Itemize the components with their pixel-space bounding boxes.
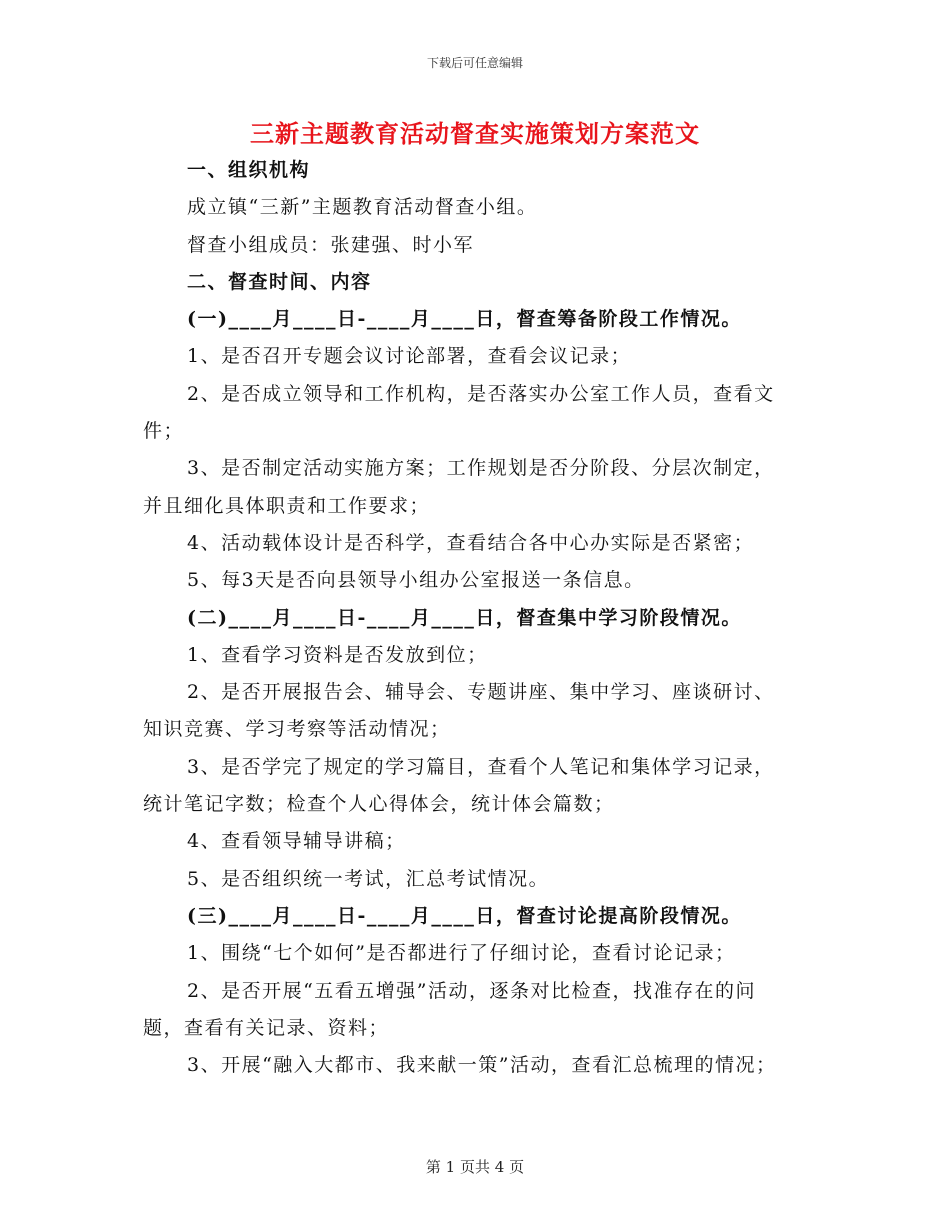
- section-heading-line: (三)____月____日-____月____日，督查讨论提高阶段情况。: [187, 904, 742, 927]
- paragraph-line: 成立镇“三新”主题教育活动督查小组。: [187, 196, 538, 219]
- paragraph-line: 知识竞赛、学习考察等活动情况；: [143, 718, 451, 741]
- paragraph-line: 统计笔记字数；检查个人心得体会，统计体会篇数；: [143, 793, 615, 816]
- paragraph-line: 3、开展“融入大都市、我来献一策”活动，查看汇总梳理的情况；: [187, 1054, 777, 1077]
- paragraph-line: 2、是否开展“五看五增强”活动，逐条对比检查，找准存在的问: [187, 979, 757, 1002]
- paragraph-line: 4、活动载体设计是否科学，查看结合各中心办实际是否紧密；: [187, 531, 755, 554]
- paragraph-line: 5、是否组织统一考试，汇总考试情况。: [187, 867, 550, 890]
- section-heading-line: 一、组织机构: [187, 159, 311, 181]
- section-heading-line: (二)____月____日-____月____日，督查集中学习阶段情况。: [187, 606, 742, 629]
- paragraph-line: 并且细化具体职责和工作要求；: [143, 494, 431, 517]
- section-heading-line: (一)____月____日-____月____日，督查筹备阶段工作情况。: [187, 308, 742, 331]
- paragraph-line: 题，查看有关记录、资料；: [143, 1016, 390, 1039]
- paragraph-line: 1、围绕“七个如何”是否都进行了仔细讨论，查看讨论记录；: [187, 942, 736, 965]
- paragraph-line: 3、是否学完了规定的学习篇目，查看个人笔记和集体学习记录，: [187, 755, 775, 778]
- paragraph-line: 2、是否开展报告会、辅导会、专题讲座、集中学习、座谈研讨、: [187, 681, 775, 704]
- paragraph-line: 1、是否召开专题会议讨论部署，查看会议记录；: [187, 345, 632, 368]
- paragraph-line: 5、每3天是否向县领导小组办公室报送一条信息。: [187, 569, 645, 592]
- paragraph-line: 1、查看学习资料是否发放到位；: [187, 643, 488, 666]
- section-heading-line: 二、督查时间、内容: [187, 270, 372, 293]
- paragraph-line: 件；: [143, 420, 185, 443]
- page-number-footer: 第 1 页共 4 页: [425, 1158, 525, 1176]
- paragraph-line: 3、是否制定活动实施方案；工作规划是否分阶段、分层次制定，: [187, 457, 775, 480]
- paragraph-line: 4、查看领导辅导讲稿；: [187, 830, 406, 853]
- header-note: 下载后可任意编辑: [426, 56, 523, 70]
- document-body: [143, 152, 807, 1084]
- document-title: 三新主题教育活动督查实施策划方案范文: [250, 119, 700, 148]
- paragraph-line: 2、是否成立领导和工作机构，是否落实办公室工作人员，查看文: [187, 382, 775, 405]
- paragraph-line: 督查小组成员：张建强、时小军: [187, 233, 475, 256]
